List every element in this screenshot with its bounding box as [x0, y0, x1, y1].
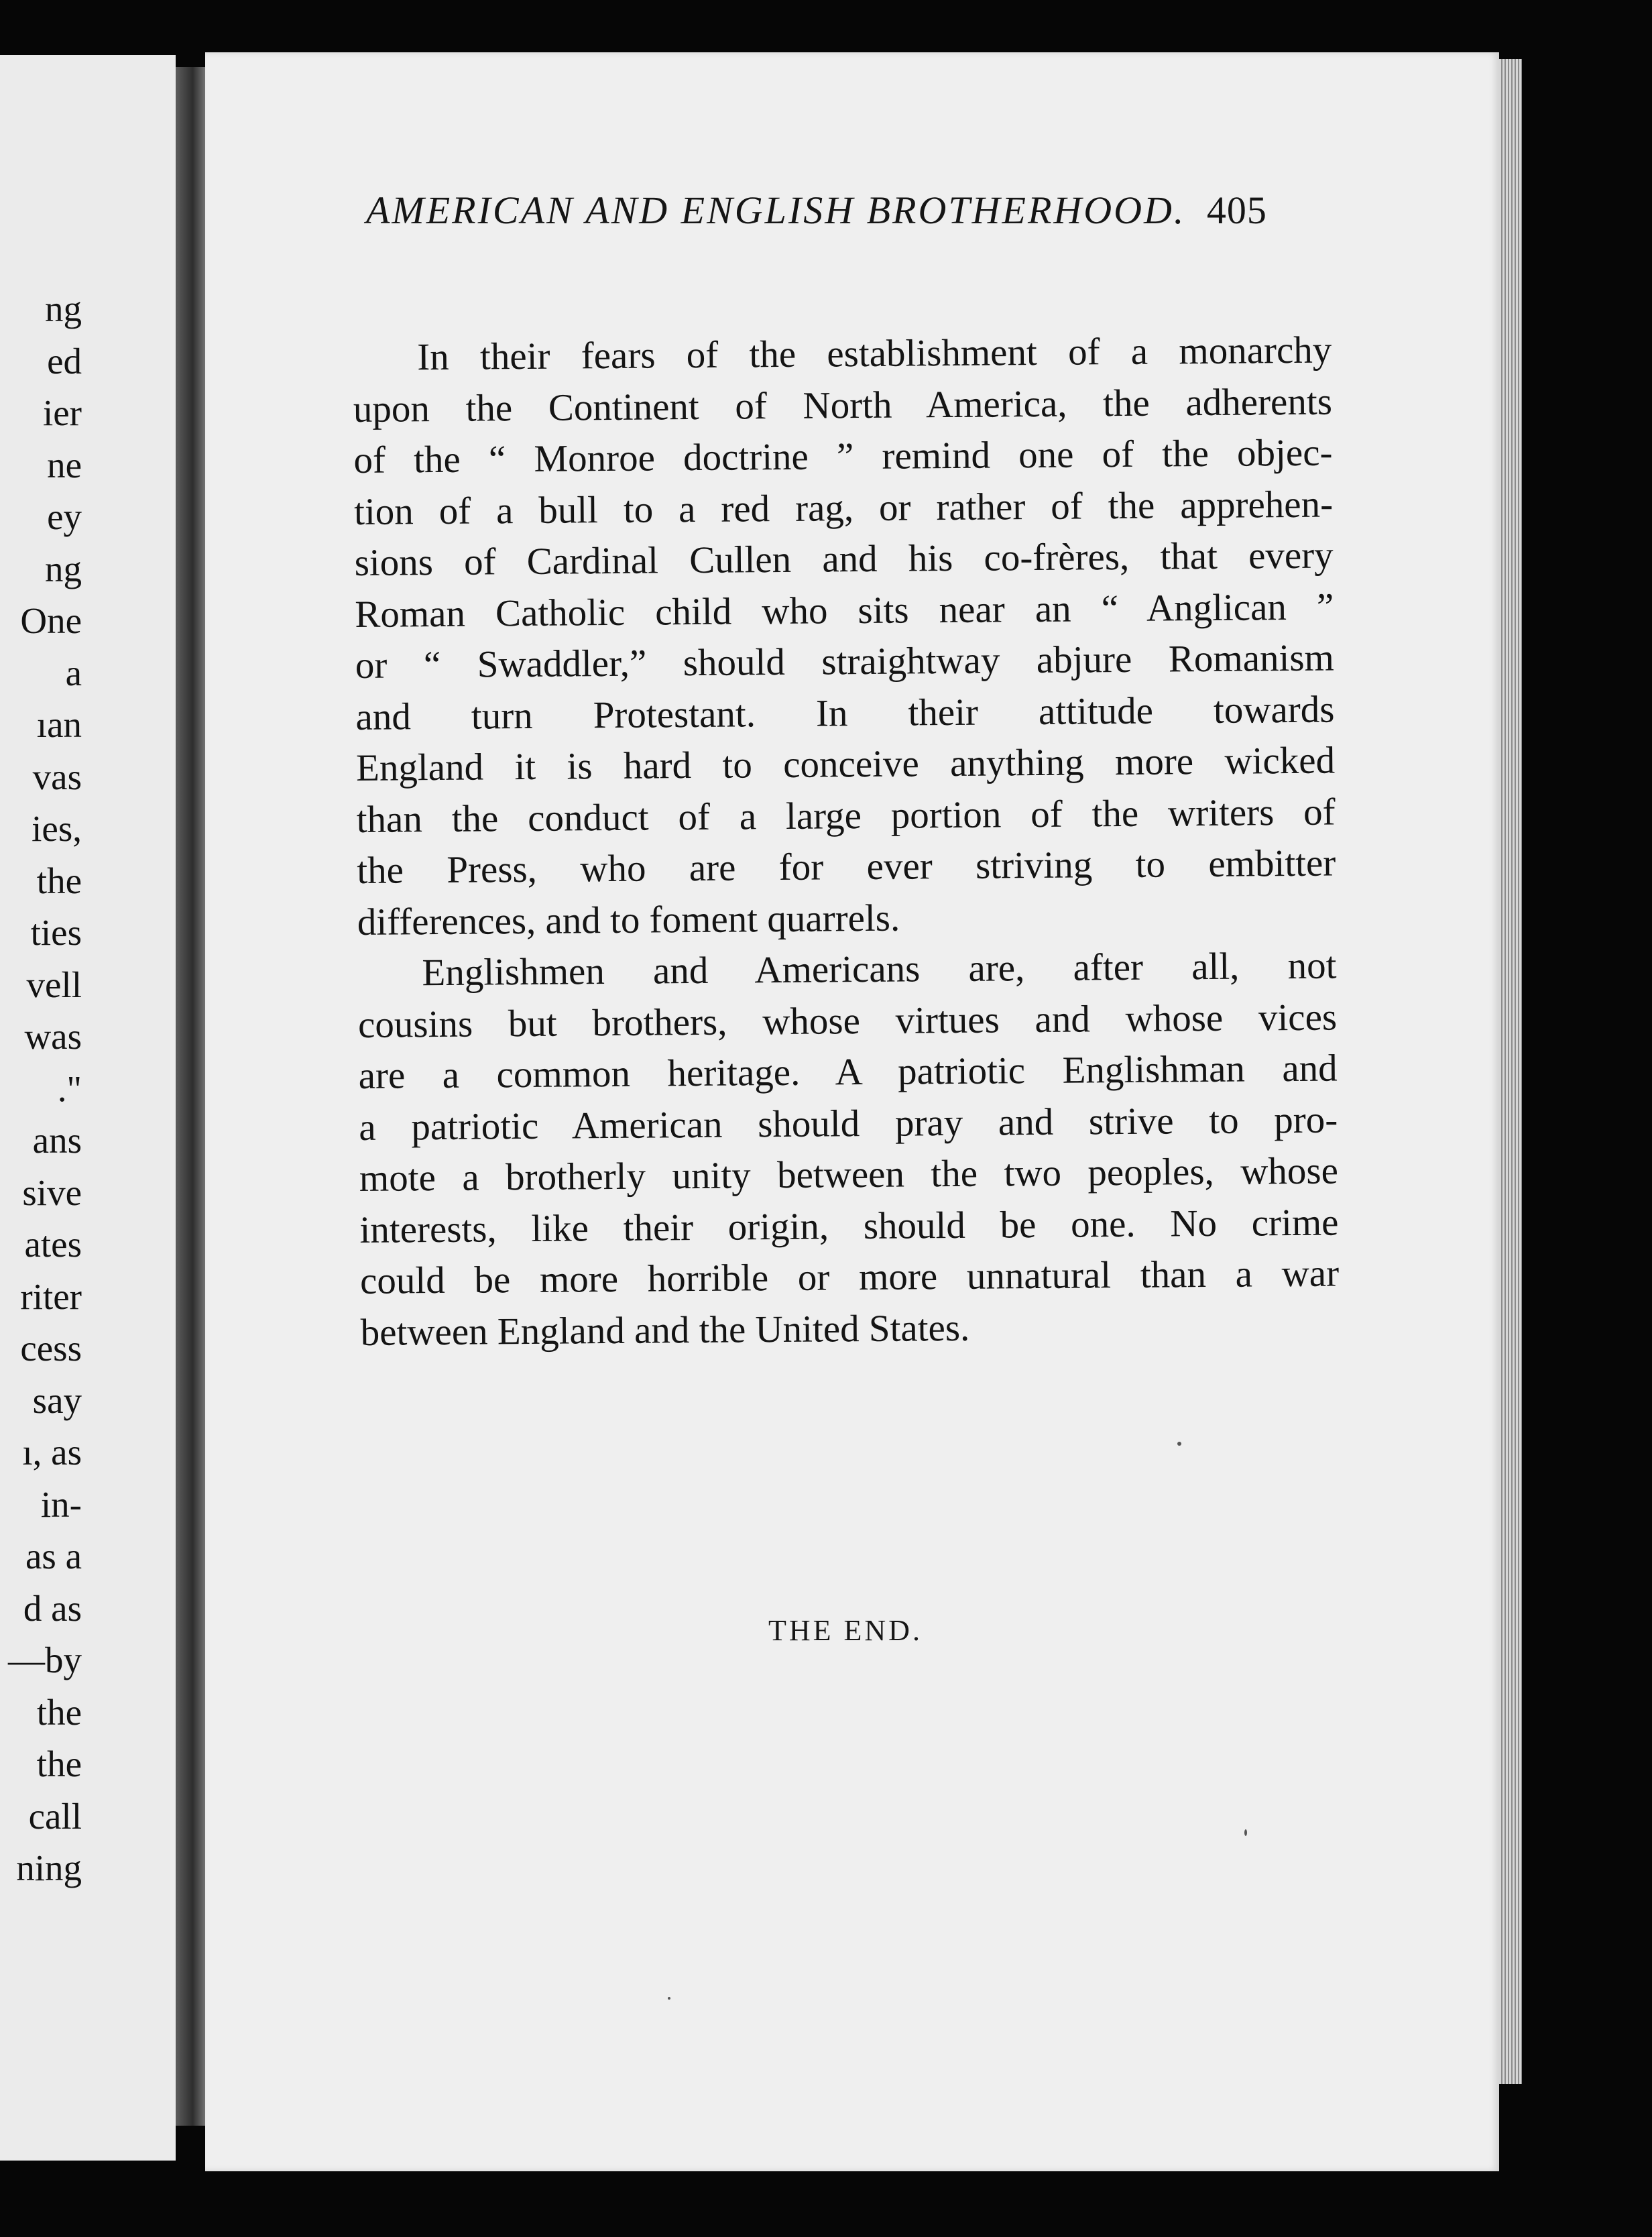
paper-speck	[1244, 1829, 1247, 1836]
running-head	[366, 188, 1419, 233]
text-line: and turn Protestant. In their attitude towards	[355, 688, 1335, 738]
previous-page-line: ng	[45, 548, 82, 589]
text-line: the Press, who are for ever striving to embitter	[357, 842, 1336, 892]
text-line: cousins but brothers, whose virtues and whose vices	[357, 996, 1338, 1046]
previous-page-text	[0, 283, 176, 1894]
text-line: between England and the United States.	[360, 1306, 970, 1354]
book-gutter	[176, 67, 206, 2126]
text-line: of the “ Monroe doctrine ” remind one of the objec-	[353, 431, 1333, 481]
previous-page-line: ed	[47, 340, 82, 382]
text-line: mote a brotherly unity between the two peoples, whose	[359, 1149, 1339, 1200]
previous-page-line: riter	[20, 1275, 82, 1317]
previous-page-line: say	[32, 1379, 82, 1421]
text-line: could be more horrible or more unnatural than a war	[359, 1252, 1340, 1302]
previous-page-line: One	[20, 600, 82, 641]
text-line: a patriotic American should pray and strive to pro-	[359, 1098, 1338, 1149]
previous-page-line: ier	[42, 392, 82, 433]
previous-page-line: a	[65, 652, 82, 693]
previous-page-line: cess	[20, 1328, 82, 1369]
paragraph	[357, 941, 1340, 1359]
text-line: than the conduct of a large portion of the writers of	[356, 791, 1336, 841]
paper-speck	[1177, 1442, 1181, 1446]
previous-page-line: ey	[47, 496, 82, 537]
text-line: or “ Swaddler,” should straightway abjure Romanism	[355, 636, 1335, 687]
previous-page-line: as a	[25, 1536, 82, 1576]
previous-page-line: call	[28, 1795, 82, 1837]
previous-page-line: ne	[47, 444, 82, 485]
body-text	[353, 325, 1340, 1359]
text-line: interests, like their origin, should be one. No crime	[359, 1200, 1339, 1251]
previous-page-line: ."	[57, 1068, 82, 1109]
paper-speck	[668, 1997, 670, 2000]
previous-page-line: ties	[30, 912, 82, 953]
previous-page-line: in-	[40, 1483, 82, 1525]
text-line: tion of a bull to a red rag, or rather of the apprehen-	[353, 483, 1334, 533]
previous-page-line: the	[36, 860, 82, 901]
previous-page-line: ates	[24, 1224, 82, 1265]
previous-page-line: the	[36, 1743, 82, 1784]
the-end-label: THE END.	[768, 1614, 923, 1647]
previous-page-line: was	[24, 1016, 82, 1057]
previous-page-line: vell	[26, 964, 82, 1005]
paragraph	[353, 325, 1336, 948]
previous-page-line: vas	[32, 756, 82, 797]
previous-page-line: ıan	[36, 704, 82, 745]
previous-page-line: the	[36, 1691, 82, 1733]
previous-page-line: ng	[45, 288, 82, 329]
text-line: Englishmen and Americans are, after all, not	[422, 944, 1337, 994]
text-line: sions of Cardinal Cullen and his co-frères, that every	[354, 534, 1334, 584]
running-head-title: AMERICAN AND ENGLISH BROTHERHOOD.	[366, 188, 1186, 232]
text-line: differences, and to foment quarrels.	[357, 897, 900, 943]
previous-page-line: —by	[8, 1640, 82, 1680]
previous-page-line: ies,	[32, 808, 82, 849]
previous-page-line: ning	[16, 1847, 82, 1888]
previous-page-line: d as	[23, 1587, 82, 1629]
text-line: In their fears of the establishment of a monarchy	[417, 329, 1332, 379]
text-line: England it is hard to conceive anything more wicked	[355, 739, 1336, 789]
page-edge-stack	[1499, 59, 1522, 2084]
previous-page-line: ans	[32, 1120, 82, 1161]
previous-page-line: sive	[22, 1171, 82, 1213]
book-page	[205, 52, 1499, 2171]
text-line: upon the Continent of North America, the adherents	[353, 380, 1333, 431]
text-line: are a common heritage. A patriotic Englishman and	[358, 1047, 1338, 1097]
previous-page-fragment	[0, 55, 176, 2161]
page-number: 405	[1206, 188, 1267, 232]
previous-page-line: ı, as	[22, 1432, 82, 1473]
text-line: Roman Catholic child who sits near an “ Anglican ”	[355, 585, 1334, 636]
